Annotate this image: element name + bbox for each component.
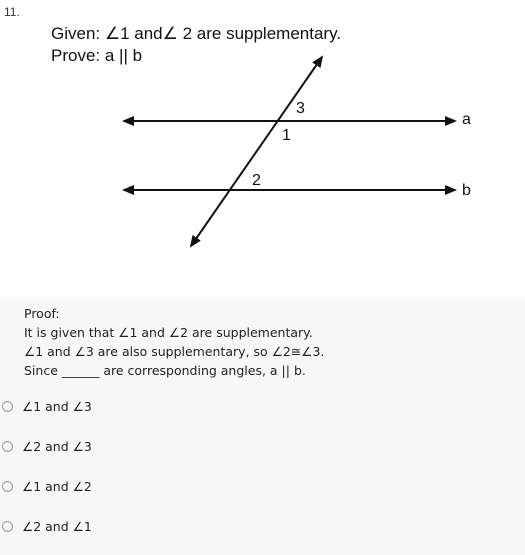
answer-option-1[interactable] [2,396,92,416]
proof-line: ∠1 and ∠3 are also supplementary, so ∠2≅∠3. [24,344,325,359]
given-statement: Given: ∠1 and∠ 2 are supplementary. [51,24,342,43]
radio-button[interactable] [2,441,13,452]
transversal-line [191,57,322,246]
proof-line: It is given that ∠1 and ∠2 are supplementary. [24,325,313,340]
answer-option-label: ∠2 and ∠3 [22,439,92,454]
prove-statement: Prove: a || b [51,46,143,65]
angle-label-1: 1 [282,127,291,144]
answer-option-4[interactable] [2,516,92,536]
angle-label-2: 2 [252,172,261,189]
question-number: 11. [4,5,20,19]
angle-label-3: 3 [296,100,305,117]
proof-heading: Proof: [24,306,60,321]
answer-option-label: ∠2 and ∠1 [22,519,92,534]
answer-option-2[interactable] [2,436,92,456]
radio-button[interactable] [2,401,13,412]
proof-text [24,304,324,380]
line-label-a: a [462,111,471,128]
answer-option-label: ∠1 and ∠3 [22,399,92,414]
answer-option-label: ∠1 and ∠2 [22,479,92,494]
answer-option-3[interactable] [2,476,92,496]
radio-button[interactable] [2,481,13,492]
line-label-b: b [462,182,471,199]
radio-button[interactable] [2,521,13,532]
proof-line: Since ______ are corresponding angles, a || b. [24,363,306,378]
